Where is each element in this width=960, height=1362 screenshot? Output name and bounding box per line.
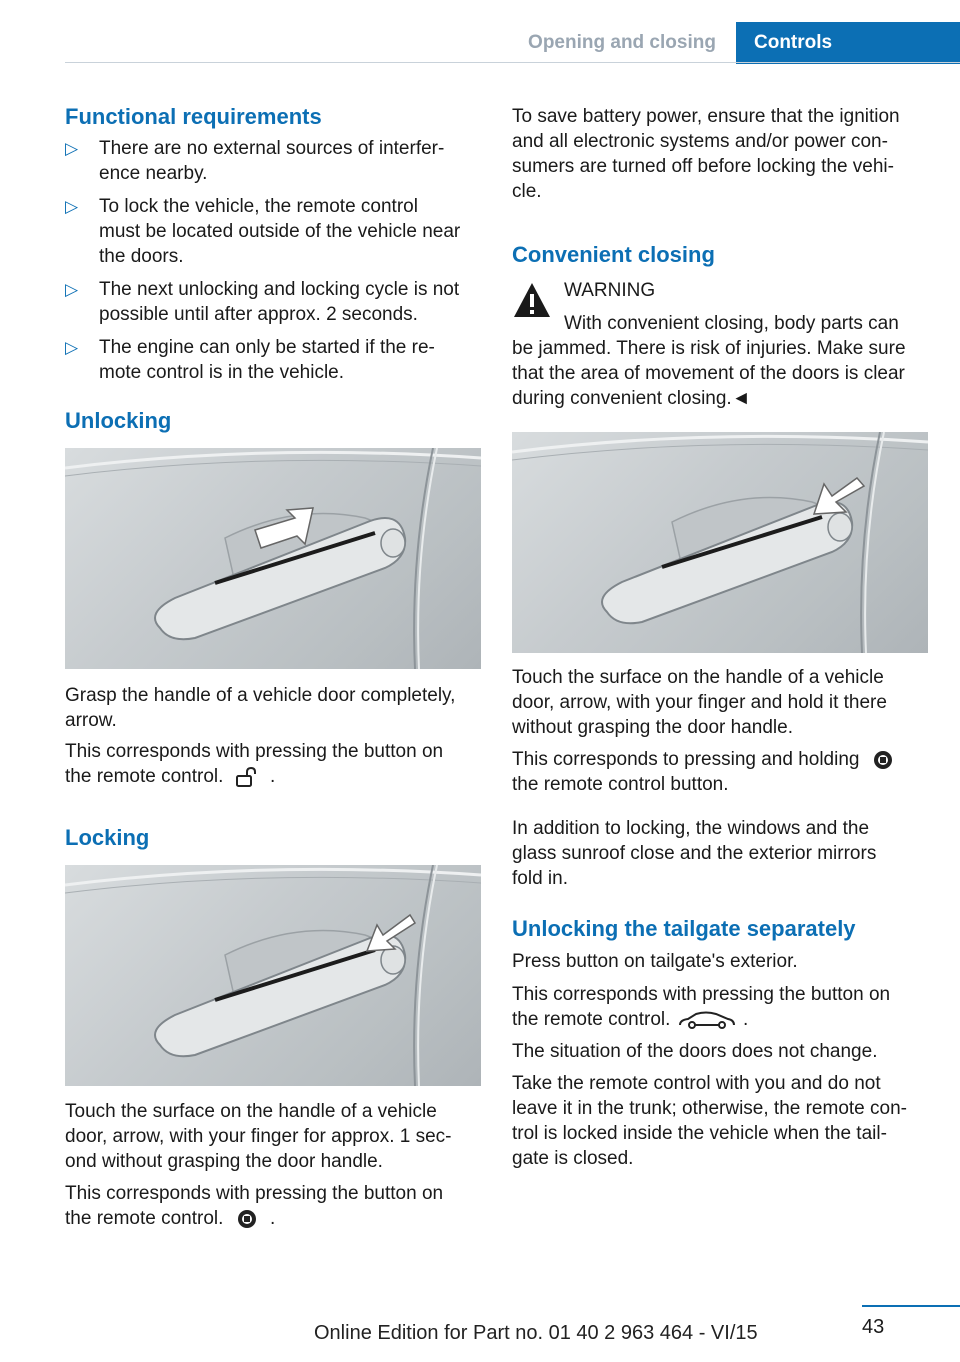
page-number: 43 bbox=[862, 1316, 885, 1338]
warning-title: WARNING bbox=[564, 280, 656, 301]
unlock-padlock-icon bbox=[229, 767, 265, 787]
tailgate-remote-note: This corresponds with pressing the button on the remote control. . bbox=[512, 984, 891, 1030]
locking-remote-note: This corresponds with pressing the button on the remote control. . bbox=[65, 1183, 444, 1229]
requirements-list bbox=[65, 136, 481, 385]
convenient-closing-instruction: Touch the surface on the handle of a vehicle door, arrow, with your finger and hold it there without grasping the door handle. bbox=[512, 667, 887, 738]
warning-text-line1: With convenient closing, body parts can bbox=[564, 313, 899, 334]
door-handle-unlock-image bbox=[65, 448, 481, 669]
locking-instruction: Touch the surface on the handle of a vehicle door, arrow, with your finger for approx. 1 sec- ond without grasping the door handle. bbox=[65, 1101, 452, 1172]
heading-unlocking: Unlocking bbox=[65, 408, 172, 433]
heading-unlocking-tailgate: Unlocking the tailgate separately bbox=[512, 916, 856, 941]
list-item: ▷ There are no external sources of interfer- ence nearby. bbox=[65, 138, 445, 184]
footer-edition-text: Online Edition for Part no. 01 40 2 963 464 - VI/15 bbox=[314, 1322, 758, 1344]
door-handle-lock-image bbox=[65, 865, 481, 1086]
tailgate-car-icon bbox=[676, 1009, 738, 1031]
door-handle-convenient-closing-image bbox=[512, 432, 928, 653]
header-rule bbox=[65, 62, 960, 63]
tailgate-door-status: The situation of the doors does not change. bbox=[512, 1041, 878, 1062]
triangle-bullet-icon: ▷ bbox=[65, 280, 79, 299]
lock-button-icon bbox=[229, 1208, 265, 1230]
battery-note: To save battery power, ensure that the ignition and all electronic systems and/or power con- sumers are turned off before locking the vehi- cle. bbox=[512, 106, 900, 202]
heading-locking: Locking bbox=[65, 825, 150, 850]
list-item: ▷ The next unlocking and locking cycle is not possible until after approx. 2 seconds. bbox=[65, 279, 460, 325]
warning-triangle-icon bbox=[512, 280, 552, 320]
convenient-closing-remote-note: This corresponds to pressing and holding the remote control button. bbox=[512, 747, 928, 797]
tailgate-remote-warning: Take the remote control with you and do not leave it in the trunk; otherwise, the remote con- trol is locked inside the vehicle when the tail- gate is closed. bbox=[512, 1073, 907, 1169]
unlocking-instruction: Grasp the handle of a vehicle door completely, arrow. bbox=[65, 685, 456, 731]
unlocking-remote-note: This corresponds with pressing the button on the remote control. . bbox=[65, 741, 444, 787]
triangle-bullet-icon: ▷ bbox=[65, 139, 79, 158]
list-item: ▷ To lock the vehicle, the remote control must be located outside of the vehicle near the doors. bbox=[65, 196, 461, 267]
header-section-title: Opening and closing bbox=[528, 32, 716, 53]
heading-functional-requirements: Functional requirements bbox=[65, 104, 322, 129]
warning-text: be jammed. There is risk of injuries. Make sure that the area of movement of the doors is clear during convenient closing.◄ bbox=[512, 338, 906, 409]
triangle-bullet-icon: ▷ bbox=[65, 338, 79, 357]
convenient-closing-effects: In addition to locking, the windows and the glass sunroof close and the exterior mirrors fold in. bbox=[512, 818, 877, 889]
lock-button-icon bbox=[865, 749, 901, 771]
header-chapter-tab: Controls bbox=[736, 22, 960, 64]
list-item: ▷ The engine can only be started if the re- mote control is in the vehicle. bbox=[65, 337, 435, 383]
tailgate-instruction: Press button on tailgate's exterior. bbox=[512, 951, 798, 972]
heading-convenient-closing: Convenient closing bbox=[512, 242, 715, 267]
triangle-bullet-icon: ▷ bbox=[65, 197, 79, 216]
footer-rule bbox=[862, 1305, 960, 1307]
